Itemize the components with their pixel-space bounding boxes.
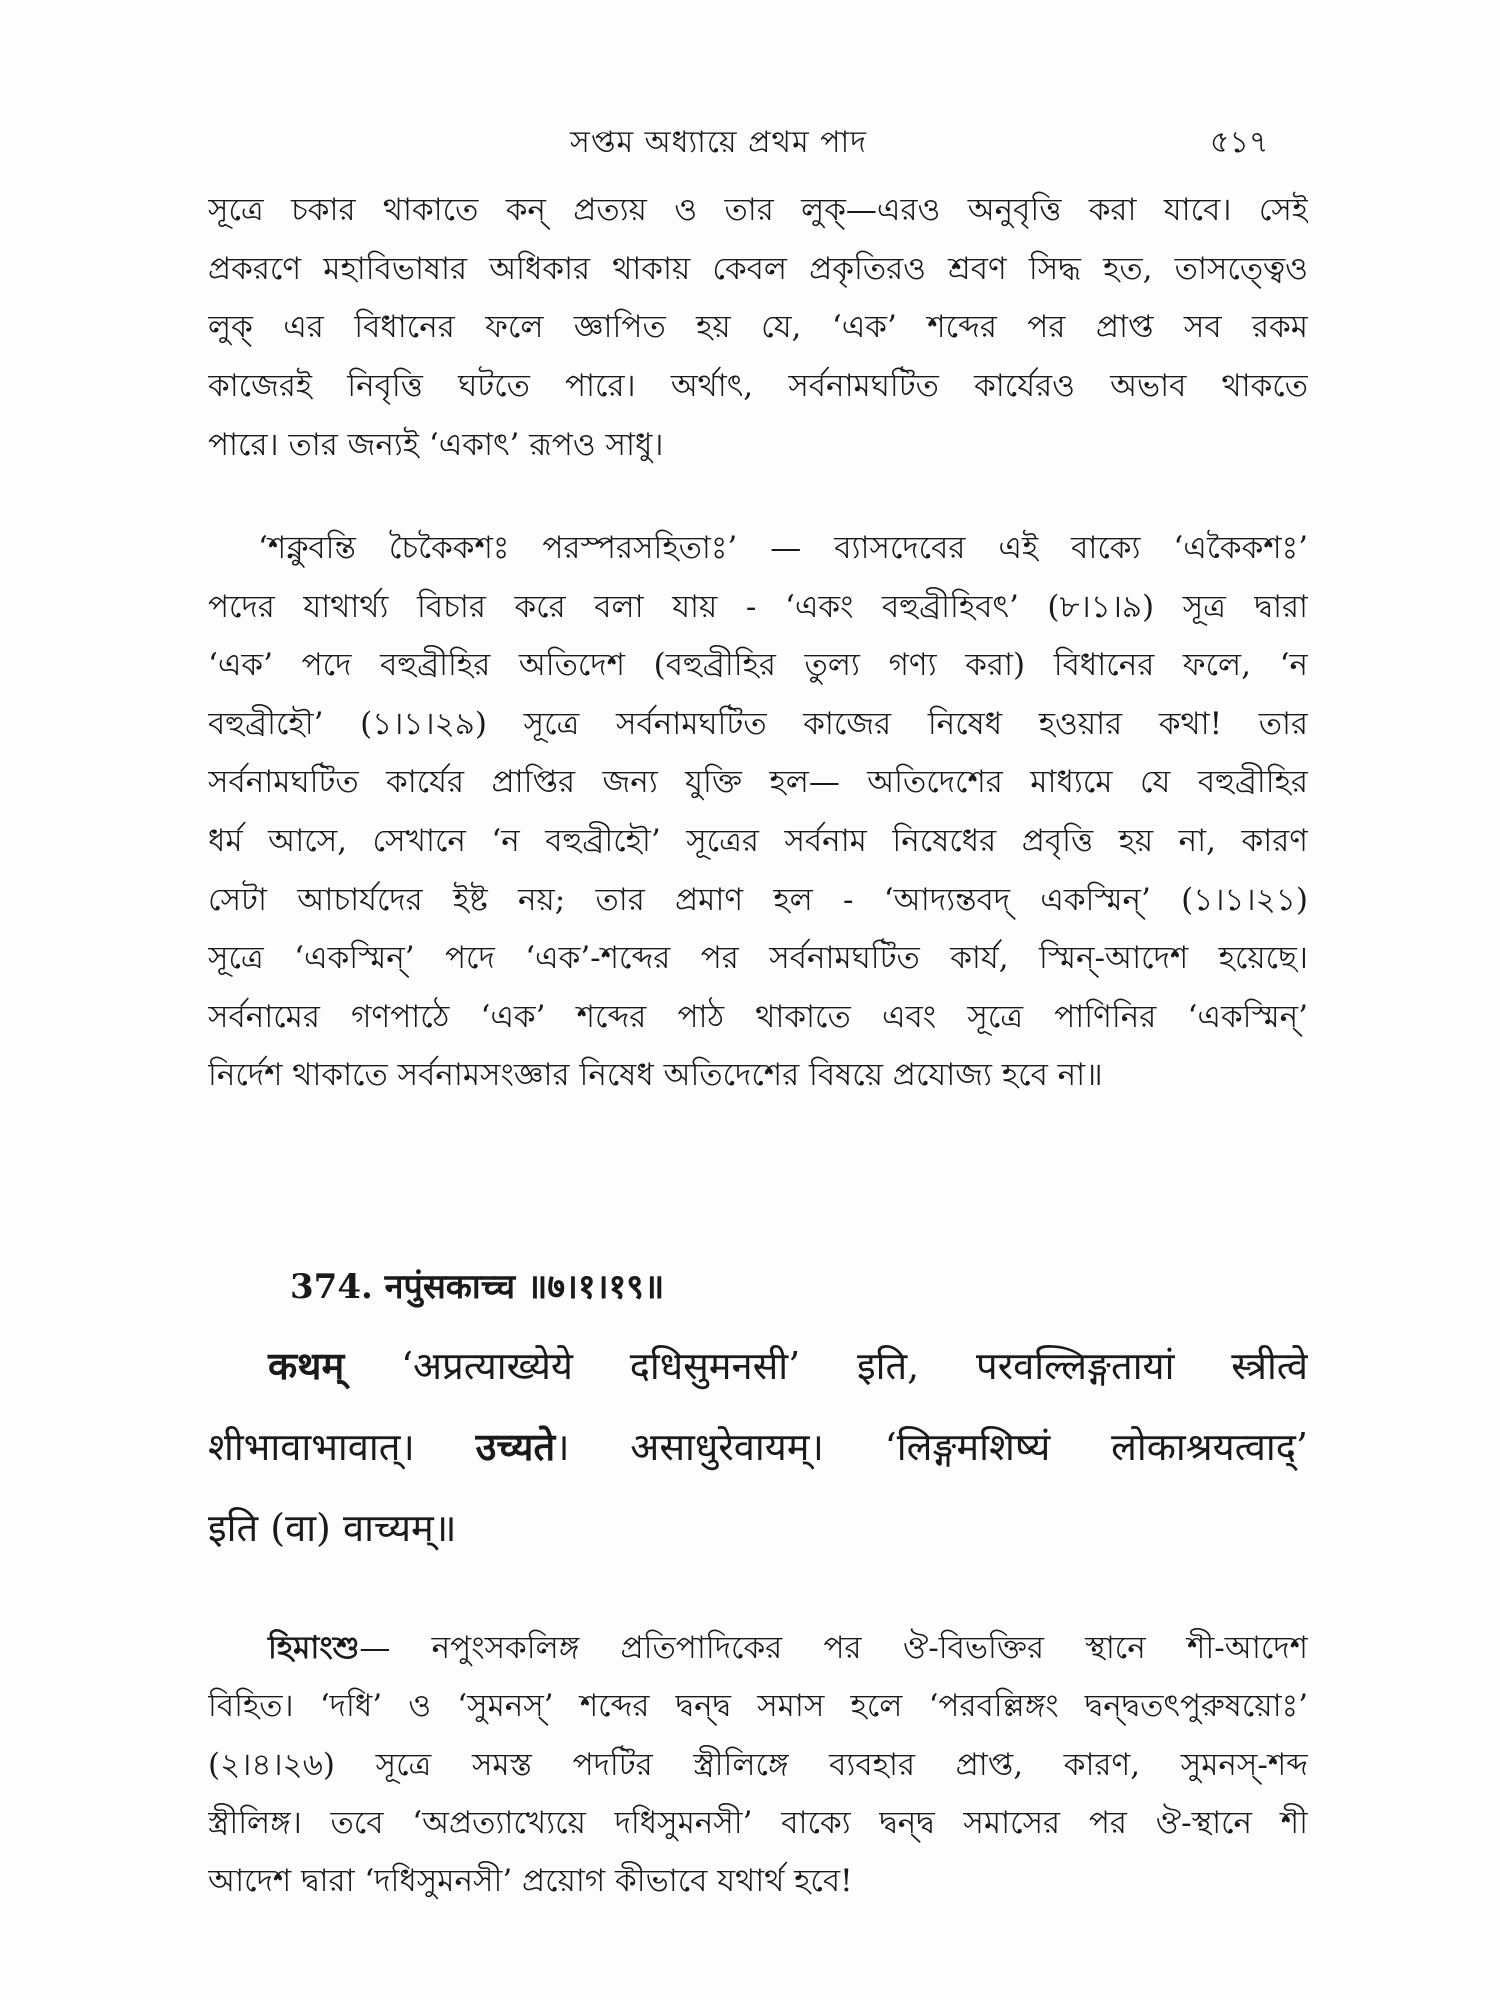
text-line: আদেশ দ্বারা ‘দধিসুমনসী’ প্রয়োগ কীভাবে যথার্থ হবে! xyxy=(208,1863,853,1900)
text-line: সর্বনামের গণপাঠে ‘এক’ শব্দের পাঠ থাকাতে এবং সূত্রে পাণিনির ‘একস্মিন্’ xyxy=(208,998,1308,1035)
text-line: কাজেরই নিবৃত্তি ঘটতে পারে। অর্থাৎ, সর্বনামঘটিত কার্যেরও অভাব থাকতে xyxy=(208,368,1308,405)
paragraph-2 xyxy=(208,528,1308,1114)
text-line xyxy=(208,1628,1308,1668)
speaker-name: হিমাংশু xyxy=(268,1630,360,1666)
sanskrit-passage xyxy=(208,1340,1308,1583)
text-line: সেটা আচার্যদের ইষ্ট নয়; তার প্রমাণ হল - ‘আদ্যন্তবদ্ একস্মিন্’ (১।১।২১) xyxy=(208,881,1308,918)
sanskrit-text: शीभावाभावात्। xyxy=(208,1425,476,1469)
text-line: প্রকরণে মহাবিভাষার অধিকার থাকায় কেবল প্রকৃতিরও শ্রবণ সিদ্ধ হত, তাসত্ত্বেও xyxy=(208,250,1308,287)
sanskrit-line xyxy=(208,1340,1308,1392)
sutra-heading: 374. नपुंसकाच्च ॥७।१।१९॥ xyxy=(290,1267,665,1307)
bold-term: कथम् xyxy=(268,1343,345,1388)
text-line: সর্বনামঘটিত কার্যের প্রাপ্তির জন্য যুক্তি হল— অতিদেশের মাধ্যমে যে বহুব্রীহির xyxy=(208,764,1308,801)
page-number: ৫১৭ xyxy=(1210,125,1269,160)
text-line: পদের যাথার্থ্য বিচার করে বলা যায় - ‘একং বহুব্রীহিবৎ’ (৮।১।৯) সূত্র দ্বারা xyxy=(208,588,1308,625)
sanskrit-text: ‘अप्रत्याख्येये दधिसुमनसी’ इति, परवल्लिङ्गतायां स्त्रीत्वे xyxy=(344,1344,1308,1388)
text-line: ‘শক্নুবন্তি চৈকৈকশঃ পরস্পরসহিতাঃ’ — ব্যাসদেবের এই বাক্যে ‘একৈকশঃ’ xyxy=(258,530,1308,566)
text-line: ‘এক’ পদে বহুব্রীহির অতিদেশ (বহুব্রীহির তুল্য গণ্য করা) বিধানের ফলে, ‘ন xyxy=(208,647,1308,684)
text-line: ধর্ম আসে, সেখানে ‘ন বহুব্রীহৌ’ সূত্রের সর্বনাম নিষেধের প্রবৃত্তি হয় না, কারণ xyxy=(208,822,1308,859)
text-line: সূত্রে ‘একস্মিন্’ পদে ‘এক’-শব্দের পর সর্বনামঘটিত কার্য, স্মিন্-আদেশ হয়েছে। xyxy=(208,940,1308,977)
text-line: বহুব্রীহৌ’ (১।১।২৯) সূত্রে সর্বনামঘটিত কাজের নিষেধ হওয়ার কথা! তার xyxy=(208,705,1308,742)
text-line: সূত্রে চকার থাকাতে কন্ প্রত্যয় ও তার লুক্—এরও অনুবৃত্তি করা যাবে। সেই xyxy=(208,192,1308,228)
text-line: পারে। তার জন্যই ‘একাৎ’ রূপও সাধু। xyxy=(208,426,664,463)
text-line: বিহিত। ‘দধি’ ও ‘সুমনস্’ শব্দের দ্বন্দ্ব সমাস হলে ‘পরবল্লিঙ্গং দ্বন্দ্বতৎপুরুষয়োঃ’ xyxy=(208,1688,1308,1725)
text-line: স্ত্রীলিঙ্গ। তবে ‘অপ্রত্যাখ্যেয়ে দধিসুমনসী’ বাক্যে দ্বন্দ্ব সমাসের পর ঔ-স্থানে শী xyxy=(208,1804,1308,1841)
sanskrit-text: । असाधुरेवायम्। ‘लिङ्गमशिष्यं लोकाश्रयत्वाद्’ xyxy=(555,1425,1308,1469)
text-line: (২।৪।২৬) সূত্রে সমস্ত পদটির স্ত্রীলিঙ্গে ব্যবহার প্রাপ্ত, কারণ, সুমনস্-শব্দ xyxy=(208,1746,1308,1783)
bold-term: उच्यते xyxy=(475,1424,556,1469)
line-text: — নপুংসকলিঙ্গ প্রতিপাদিকের পর ঔ-বিভক্তির স্থানে শী-আদেশ xyxy=(359,1630,1308,1666)
text-line: লুক্ এর বিধানের ফলে জ্ঞাপিত হয় যে, ‘এক’ শব্দের পর প্রাপ্ত সব রকম xyxy=(208,309,1308,346)
paragraph-1 xyxy=(208,190,1308,483)
text-line: নির্দেশ থাকাতে সর্বনামসংজ্ঞার নিষেধ অতিদেশের বিষয়ে প্রযোজ্য হবে না॥ xyxy=(208,1057,1103,1094)
running-title: সপ্তম অধ্যায়ে প্রথম পাদ xyxy=(570,125,867,160)
sanskrit-line xyxy=(208,1421,1308,1473)
page-header xyxy=(0,118,1500,168)
commentary-paragraph xyxy=(208,1628,1308,1919)
sanskrit-line: इति (वा) वाच्यम्॥ xyxy=(208,1506,457,1550)
